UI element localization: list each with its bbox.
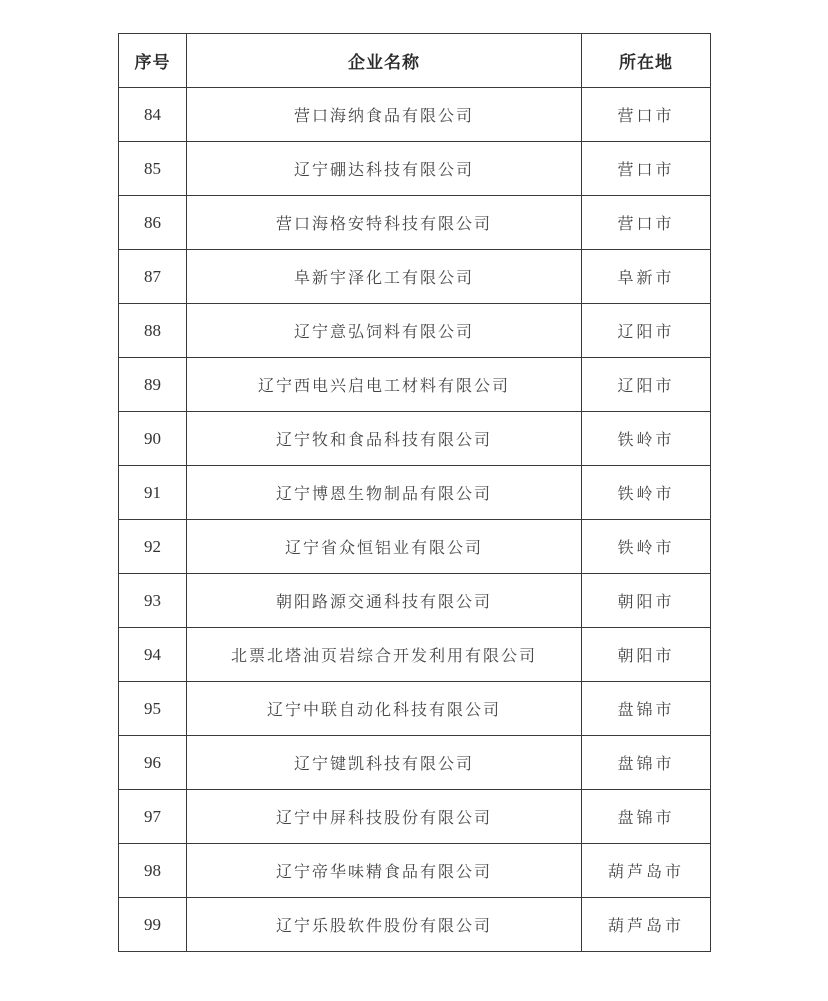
table-row [119,88,711,142]
serial-number-cell: 97 [119,790,187,844]
location-cell: 铁岭市 [582,412,711,466]
serial-number-cell: 85 [119,142,187,196]
enterprise-name-cell: 辽宁中屏科技股份有限公司 [187,790,582,844]
location-cell: 葫芦岛市 [582,898,711,952]
table-row [119,412,711,466]
serial-number-cell: 98 [119,844,187,898]
enterprise-name-cell: 阜新宇泽化工有限公司 [187,250,582,304]
location-cell: 辽阳市 [582,304,711,358]
serial-number-cell: 95 [119,682,187,736]
location-cell: 朝阳市 [582,574,711,628]
location-cell: 铁岭市 [582,466,711,520]
table-row [119,304,711,358]
serial-number-cell: 84 [119,88,187,142]
table-row [119,628,711,682]
enterprise-name-cell: 辽宁意弘饲料有限公司 [187,304,582,358]
table-row [119,466,711,520]
header-enterprise-name: 企业名称 [187,34,582,88]
location-cell: 葫芦岛市 [582,844,711,898]
table-row [119,574,711,628]
enterprise-name-cell: 朝阳路源交通科技有限公司 [187,574,582,628]
location-cell: 营口市 [582,88,711,142]
enterprise-table [118,33,711,952]
location-cell: 辽阳市 [582,358,711,412]
header-location: 所在地 [582,34,711,88]
location-cell: 朝阳市 [582,628,711,682]
serial-number-cell: 90 [119,412,187,466]
location-cell: 盘锦市 [582,736,711,790]
location-cell: 阜新市 [582,250,711,304]
enterprise-name-cell: 辽宁博恩生物制品有限公司 [187,466,582,520]
table-body [119,88,711,952]
table-header [119,34,711,88]
location-cell: 盘锦市 [582,682,711,736]
serial-number-cell: 99 [119,898,187,952]
location-cell: 营口市 [582,196,711,250]
table-row [119,682,711,736]
table-row [119,790,711,844]
table-row [119,898,711,952]
serial-number-cell: 92 [119,520,187,574]
table-row [119,520,711,574]
enterprise-name-cell: 北票北塔油页岩综合开发利用有限公司 [187,628,582,682]
serial-number-cell: 96 [119,736,187,790]
enterprise-name-cell: 辽宁牧和食品科技有限公司 [187,412,582,466]
enterprise-name-cell: 辽宁键凯科技有限公司 [187,736,582,790]
table-row [119,196,711,250]
enterprise-name-cell: 辽宁硼达科技有限公司 [187,142,582,196]
enterprise-name-cell: 辽宁帝华味精食品有限公司 [187,844,582,898]
table-row [119,358,711,412]
enterprise-name-cell: 辽宁中联自动化科技有限公司 [187,682,582,736]
serial-number-cell: 93 [119,574,187,628]
enterprise-name-cell: 辽宁乐股软件股份有限公司 [187,898,582,952]
location-cell: 营口市 [582,142,711,196]
enterprise-name-cell: 营口海纳食品有限公司 [187,88,582,142]
serial-number-cell: 91 [119,466,187,520]
document-page [118,33,710,952]
serial-number-cell: 94 [119,628,187,682]
enterprise-name-cell: 营口海格安特科技有限公司 [187,196,582,250]
enterprise-name-cell: 辽宁省众恒铝业有限公司 [187,520,582,574]
serial-number-cell: 88 [119,304,187,358]
header-row [119,34,711,88]
table-row [119,844,711,898]
table-row [119,142,711,196]
location-cell: 铁岭市 [582,520,711,574]
location-cell: 盘锦市 [582,790,711,844]
serial-number-cell: 87 [119,250,187,304]
serial-number-cell: 86 [119,196,187,250]
enterprise-name-cell: 辽宁西电兴启电工材料有限公司 [187,358,582,412]
serial-number-cell: 89 [119,358,187,412]
table-row [119,736,711,790]
header-serial-number: 序号 [119,34,187,88]
table-row [119,250,711,304]
